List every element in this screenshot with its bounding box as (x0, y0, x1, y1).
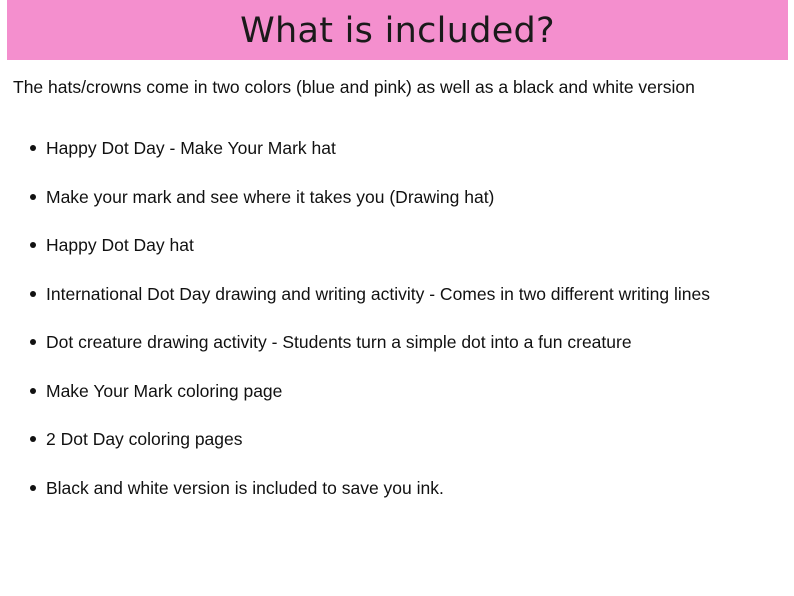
bullet-icon (30, 194, 36, 200)
list-item-text: International Dot Day drawing and writing activity - Comes in two different writing lines (46, 283, 711, 304)
list-item (28, 221, 778, 270)
bullet-icon (30, 291, 36, 297)
bullet-icon (30, 485, 36, 491)
list-item (28, 124, 778, 173)
list-item (28, 318, 778, 367)
list-item-text: Happy Dot Day hat (46, 235, 194, 255)
list-item-text: Happy Dot Day - Make Your Mark hat (46, 138, 336, 158)
bullet-icon (30, 339, 36, 345)
list-item-text: Make your mark and see where it takes you (Drawing hat) (46, 186, 495, 207)
list-item-text: Dot creature drawing activity - Students turn a simple dot into a fun creature (46, 332, 632, 352)
list-item-text: 2 Dot Day coloring pages (46, 429, 243, 449)
list-item (28, 464, 778, 513)
included-items-list (28, 124, 778, 512)
list-item (28, 415, 778, 464)
bullet-icon (30, 145, 36, 151)
bullet-icon (30, 388, 36, 394)
intro-text: The hats/crowns come in two colors (blue and pink) as well as a black and white version (13, 77, 695, 97)
list-item (28, 173, 778, 222)
title-banner (7, 0, 788, 60)
list-item-text: Make Your Mark coloring page (46, 380, 283, 401)
list-item-text: Black and white version is included to save you ink. (46, 477, 444, 498)
page-title: What is included? (240, 11, 555, 51)
bullet-icon (30, 436, 36, 442)
list-item (28, 270, 778, 319)
bullet-icon (30, 242, 36, 248)
list-item (28, 367, 778, 416)
